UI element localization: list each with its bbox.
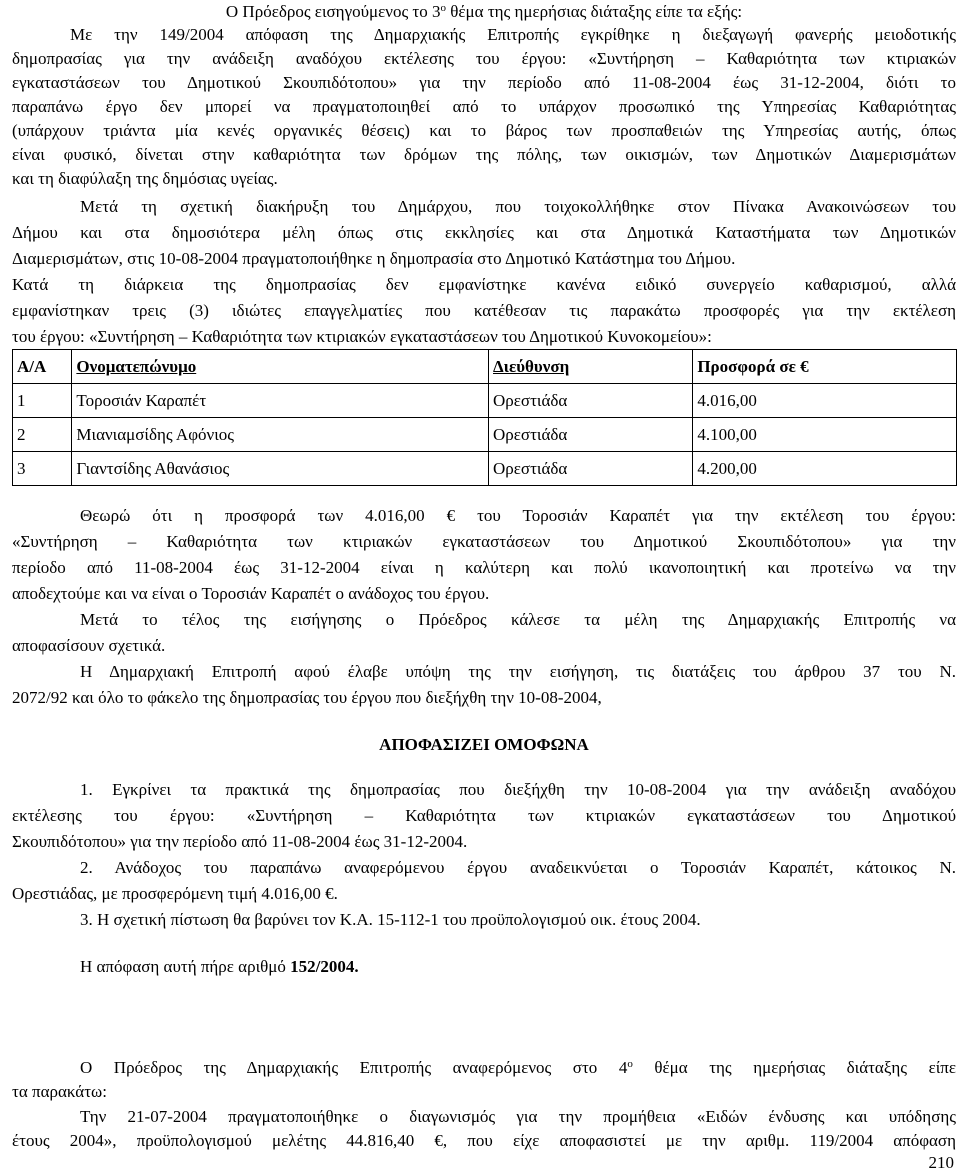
paragraph-line: εμφανίστηκαν τρεις (3) ιδιώτες επαγγελματίες που κατέθεσαν τις παρακάτω προσφορές για την εκτέλεση [12,301,956,320]
cell-aa: 2 [13,418,72,452]
paragraph-line: Η Δημαρχιακή Επιτροπή αφού έλαβε υπόψη της την εισήγηση, τις διατάξεις του άρθρου 37 του Ν. [80,662,956,681]
cell-address: Ορεστιάδα [489,452,693,486]
cell-address: Ορεστιάδα [489,418,693,452]
decision-item: 1. Εγκρίνει τα πρακτικά της δημοπρασίας που διεξήχθη την 10-08-2004 για την ανάδειξη αναδόχου [80,780,956,799]
paragraph-line: Θεωρώ ότι η προσφορά των 4.016,00 € του Τοροσιάν Καραπέτ για την εκτέλεση του έργου: [80,506,956,525]
paragraph-line: Δήμου και στα δημοσιότερα μέλη όπως στις εκκλησίες και στα Δημοτικά Καταστήματα των Δημοτικών [12,223,956,242]
paragraph-line: αποφασίσουν σχετικά. [12,636,166,655]
header-address: Διεύθυνση [489,350,693,384]
page-number: 210 [928,1153,954,1172]
decision-number-value: 152/2004. [290,957,359,976]
table-row [13,384,957,418]
decision-item-line: εκτέλεσης του έργου: «Συντήρηση – Καθαριότητα των κτιριακών εγκαταστάσεων του Δημοτικού [12,806,956,825]
paragraph-line: 2072/92 και όλο το φάκελο της δημοπρασίας του έργου που διεξήχθη την 10-08-2004, [12,688,602,707]
decision-heading: ΑΠΟΦΑΣΙΖΕΙ ΟΜΟΦΩΝΑ [379,735,589,754]
cell-name: Γιαντσίδης Αθανάσιος [72,452,489,486]
paragraph-line: Μετά τη σχετική διακήρυξη του Δημάρχου, που τοιχοκολλήθηκε στον Πίνακα Ανακοινώσεων του [80,197,956,216]
paragraph-line: (υπάρχουν τριάντα μία κενές οργανικές θέσεις) και το βάρος των προσπαθειών της Υπηρεσίας αυτής, όπως [12,121,956,140]
paragraph-line: δημοπρασίας για την ανάδειξη αναδόχου εκτέλεσης του έργου: «Συντήρηση – Καθαριότητα των κτιριακών [12,49,956,68]
paragraph-line: «Συντήρηση – Καθαριότητα των κτιριακών εγκαταστάσεων του Δημοτικού Σκουπιδότοπου» για την [12,532,956,551]
paragraph-line: εγκαταστάσεων του Δημοτικού Σκουπιδότοπου» για την περίοδο από 11-08-2004 έως 31-12-2004, διότι το [12,73,956,92]
table-header-row [13,350,957,384]
paragraph-line: Κατά τη διάρκεια της δημοπρασίας δεν εμφανίστηκε κανένα ειδικό συνεργείο καθαρισμού, αλλά [12,275,956,294]
paragraph-line: Με την 149/2004 απόφαση της Δημαρχιακής Επιτροπής εγκρίθηκε η διεξαγωγή φανερής μειοδοτικής [70,25,956,44]
paragraph-line: Μετά το τέλος της εισήγησης ο Πρόεδρος κάλεσε τα μέλη της Δημαρχιακής Επιτροπής να [80,610,956,629]
paragraph-line: αποδεχτούμε και να είναι ο Τοροσιάν Καραπέτ ο ανάδοχος του έργου. [12,584,490,603]
section4-intro: Ο Πρόεδρος της Δημαρχιακής Επιτροπής αναφερόμενος στο $4^o$ θέμα της ημερήσιας διάταξης είπε [80,1058,957,1077]
header-aa: Α/Α [13,350,72,384]
cell-name: Μιανιαμσίδης Αφόνιος [72,418,489,452]
decision-item-line: Ορεστιάδας, με προσφερόμενη τιμή 4.016,00 €. [12,884,338,903]
decision-item: 2. Ανάδοχος του παραπάνω αναφερόμενου έργου αναδεικνύεται ο Τοροσιάν Καραπέτ, κάτοικος Ν. [80,858,956,877]
section4-intro-line: τα παρακάτω: [12,1082,107,1101]
paragraph-line: παραπάνω έργο δεν μπορεί να πραγματοποιηθεί από το υπάρχον προσωπικό της Υπηρεσίας Καθαριότητας [12,97,956,116]
paragraph-line: Την 21-07-2004 πραγματοποιήθηκε ο διαγωνισμός για την προμήθεια «Ειδών ένδυσης και υπόδησης [80,1107,956,1126]
cell-offer: 4.200,00 [693,452,957,486]
cell-offer: 4.016,00 [693,384,957,418]
cell-offer: 4.100,00 [693,418,957,452]
paragraph-line: περίοδο από 11-08-2004 έως 31-12-2004 είναι η καλύτερη και πολύ ικανοποιητική και προτείνω να την [12,558,956,577]
cell-aa: 1 [13,384,72,418]
header-offer: Προσφορά σε € [693,350,957,384]
decision-item: 3. Η σχετική πίστωση θα βαρύνει τον Κ.Α. 15-112-1 του προϋπολογισμού οικ. έτους 2004. [80,910,701,929]
paragraph-line: του έργου: «Συντήρηση – Καθαριότητα των κτιριακών εγκαταστάσεων του Δημοτικού Κυνοκομείου»: [12,327,712,346]
paragraph-line: είναι φυσικό, δίνεται στην καθαριότητα των δρόμων της πόλης, των οικισμών, των Δημοτικών Διαμερισμάτων [12,145,956,164]
offers-table [12,349,957,486]
header-name: Ονοματεπώνυμο [72,350,489,384]
table-row [13,418,957,452]
cell-aa: 3 [13,452,72,486]
decision-item-line: Σκουπιδότοπου» για την περίοδο από 11-08-2004 έως 31-12-2004. [12,832,468,851]
decision-number: Η απόφαση αυτή πήρε αριθμό 152/2004. [80,957,359,976]
table-row [13,452,957,486]
section3-intro: Ο Πρόεδρος εισηγούμενος το $3^o$ θέμα της ημερήσιας διάταξης είπε τα εξής: [225,2,743,21]
paragraph-line: και τη διαφύλαξη της δημόσιας υγείας. [12,169,278,188]
paragraph-line: Διαμερισμάτων, στις 10-08-2004 πραγματοποιήθηκε η δημοπρασία στο Δημοτικό Κατάστημα του Δήμου. [12,249,736,268]
cell-name: Τοροσιάν Καραπέτ [72,384,489,418]
paragraph-line: έτους 2004», προϋπολογισμού μελέτης 44.816,40 €, που είχε αποφασιστεί με την αριθμ. 119/2004 απόφαση [12,1131,956,1150]
cell-address: Ορεστιάδα [489,384,693,418]
